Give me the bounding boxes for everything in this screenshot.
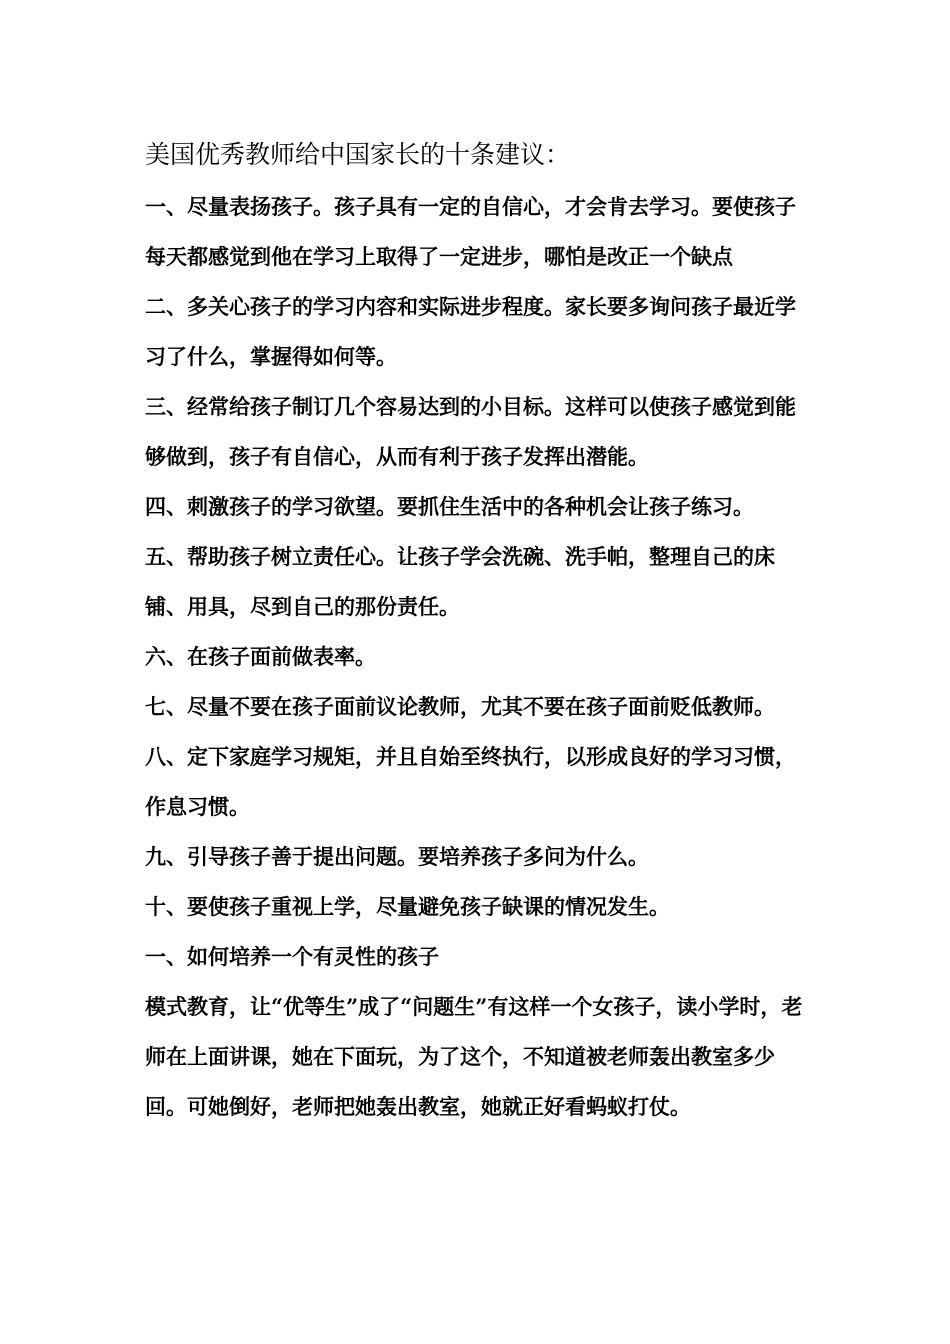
paragraph-story: 模式教育，让“优等生”成了“问题生”有这样一个女孩子，读小学时，老师在上面讲课，她在下面玩，为了这个，不知道被老师轰出教室多少回。可她倒好，老师把她轰出教室，她就正好看蚂蚁打仗。 <box>145 994 803 1119</box>
paragraph-5: 五、帮助孩子树立责任心。让孩子学会洗碗、洗手帕，整理自己的床铺、用具，尽到自己的那份责任。 <box>145 544 775 619</box>
paragraph-8: 八、定下家庭学习规矩，并且自始至终执行，以形成良好的学习习惯，作息习惯。 <box>145 744 796 819</box>
paragraph-2: 二、多关心孩子的学习内容和实际进步程度。家长要多询问孩子最近学习了什么，掌握得如何等。 <box>145 294 796 369</box>
paragraph-4: 四、刺激孩子的学习欲望。要抓住生活中的各种机会让孩子练习。 <box>145 494 754 519</box>
section-heading: 一、如何培养一个有灵性的孩子 <box>145 944 439 969</box>
paragraph-10: 十、要使孩子重视上学，尽量避免孩子缺课的情况发生。 <box>145 894 670 919</box>
paragraph-9: 九、引导孩子善于提出问题。要培养孩子多问为什么。 <box>145 844 649 869</box>
document-title: 美国优秀教师给中国家长的十条建议： <box>145 140 571 169</box>
paragraph-1: 一、尽量表扬孩子。孩子具有一定的自信心，才会肯去学习。要使孩子每天都感觉到他在学习上取得了一定进步，哪怕是改正一个缺点 <box>145 194 796 269</box>
paragraph-7: 七、尽量不要在孩子面前议论教师，尤其不要在孩子面前贬低教师。 <box>145 694 775 719</box>
paragraph-6: 六、在孩子面前做表率。 <box>145 644 376 669</box>
paragraph-3: 三、经常给孩子制订几个容易达到的小目标。这样可以使孩子感觉到能够做到，孩子有自信心，从而有利于孩子发挥出潜能。 <box>145 394 796 469</box>
document-body <box>145 132 815 1132</box>
